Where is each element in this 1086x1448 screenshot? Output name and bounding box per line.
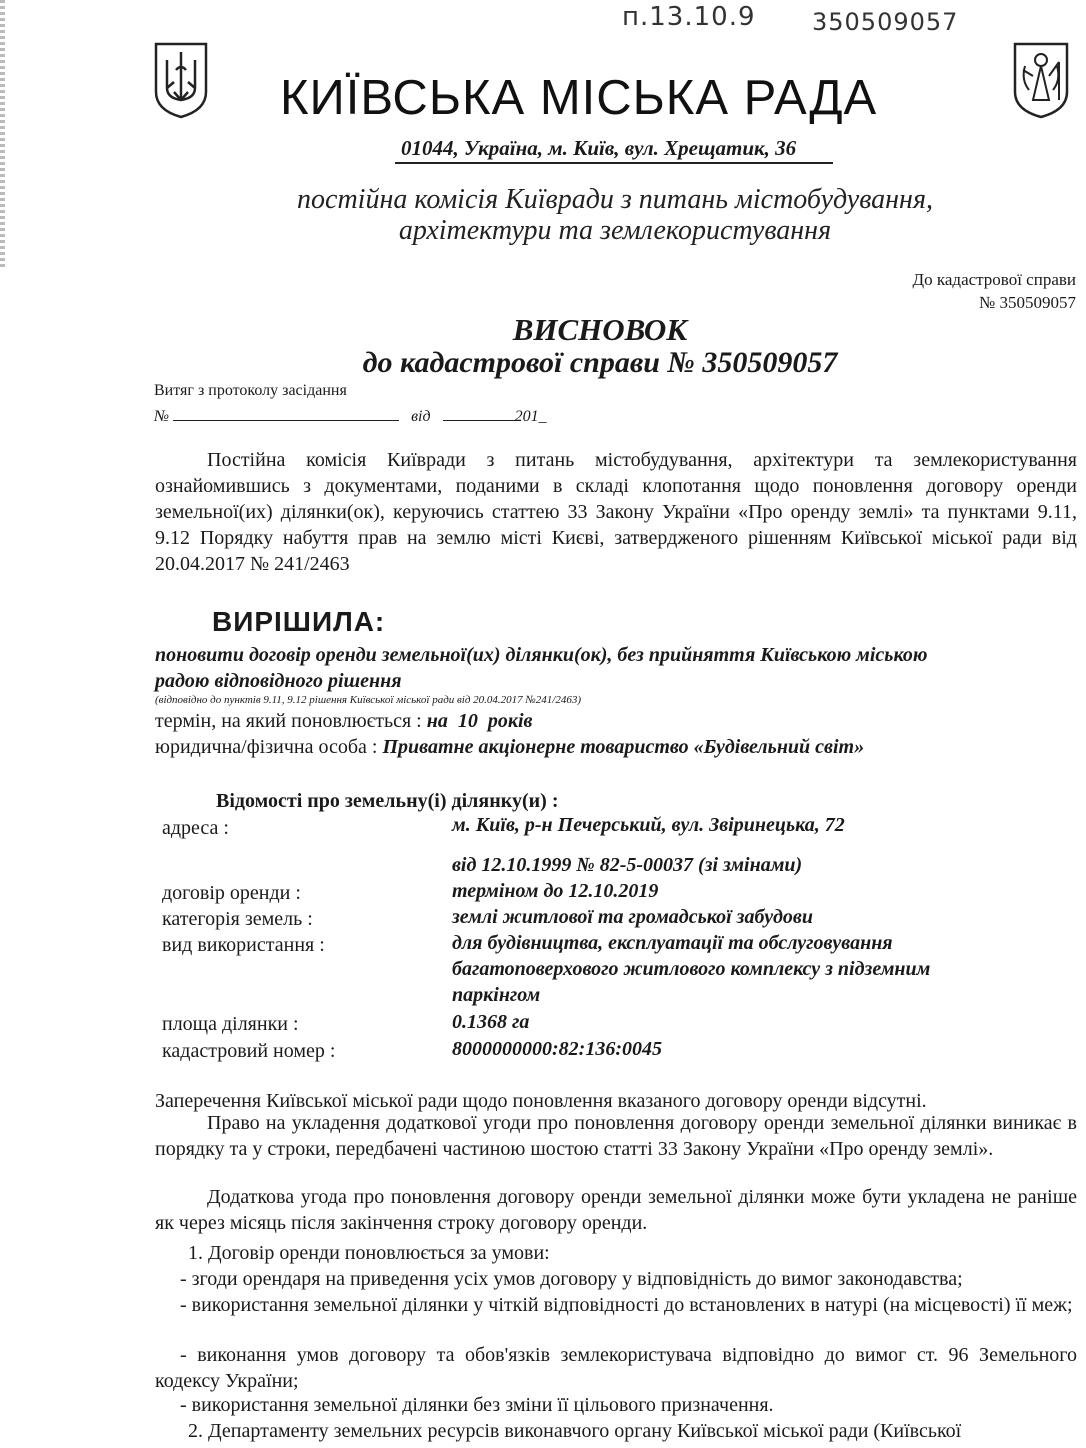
land-address-label: адреса :	[162, 817, 229, 839]
condition-bullet-3: - виконання умов договору та обов'язків землекористувача відповідно до вимог ст. 96 Земельного кодексу України;	[155, 1344, 1077, 1392]
protocol-label: Витяг з протоколу засідання	[154, 382, 347, 399]
entity-value: Приватне акціонерне товариство «Будівельний світ»	[382, 736, 865, 758]
lease-value-line-2: терміном до 12.10.2019	[452, 880, 659, 902]
entity-label: юридична/фізична особа :	[155, 736, 378, 758]
ukraine-coat-of-arms	[152, 40, 210, 120]
condition-bullet-2: - використання земельної ділянки у чіткій відповідності до встановлених в натурі (на місцевості) її меж;	[180, 1294, 1073, 1316]
cadastral-reference-line-1: До кадастрової справи	[912, 270, 1076, 289]
land-address-value: м. Київ, р-н Печерський, вул. Звіринецька, 72	[452, 814, 845, 836]
decision-heading: ВИРІШИЛА:	[212, 606, 386, 637]
commission-line-1: постійна комісія Київради з питань містобудування,	[297, 184, 933, 215]
entity-row	[155, 736, 864, 759]
protocol-number-line	[154, 402, 547, 426]
category-value: землі житлової та громадської забудови	[452, 906, 813, 928]
decision-footnote: (відповідно до пунктів 9.11, 9.12 рішення Київської міської ради від 20.04.2017 №241/2463)	[155, 694, 582, 706]
term-label: термін, на який поновлюється :	[155, 710, 422, 732]
condition-item-1: 1. Договір оренди поновлюється за умови:	[188, 1242, 550, 1264]
land-info-heading: Відомості про земельну(і) ділянку(и) :	[216, 790, 559, 812]
protocol-date-prefix: від	[411, 408, 431, 425]
category-label: категорія земель :	[162, 908, 313, 930]
cadastral-number-value: 8000000000:82:136:0045	[452, 1038, 662, 1060]
protocol-date-blank	[443, 402, 515, 421]
council-address: 01044, Україна, м. Київ, вул. Хрещатик, 36	[401, 136, 797, 160]
conclusion-subtitle: до кадастрової справи № 350509057	[362, 346, 838, 379]
condition-bullet-1: - згоди орендаря на приведення усіх умов договору у відповідність до вимог законодавства;	[180, 1268, 963, 1290]
supplementary-agreement-paragraph: Додаткова угода про поновлення договору оренди земельної ділянки може бути укладена не раніше як через місяць після закінчення строку договору оренди.	[155, 1186, 1077, 1234]
council-title: КИЇВСЬКА МІСЬКА РАДА	[280, 71, 878, 125]
term-value: на 10 років	[426, 710, 533, 732]
intro-paragraph: Постійна комісія Київради з питань містобудування, архітектури та землекористування ознайомившись з документами, поданими в складі клопотання щодо поновлення договору оренди земельної(их) ділянки(ок), керуючись статтею 33 Закону України «Про оренду землі» та пунктами 9.11, 9.12 Порядку набуття прав на землю місті Києві, затвердженого рішенням Київської міської ради від 20.04.2017 № 241/2463	[155, 449, 1077, 575]
cadastral-reference	[780, 268, 1076, 314]
conclusion-title: ВИСНОВОК	[512, 312, 688, 347]
scan-edge	[0, 0, 5, 270]
kyiv-coat-of-arms	[1011, 40, 1071, 120]
lease-value-line-1: від 12.10.1999 № 82-5-00037 (зі змінами)	[452, 854, 803, 876]
protocol-number-prefix: №	[154, 408, 170, 425]
handwritten-note-left: п.13.10.9	[622, 2, 756, 32]
decision-text-line-2: радою відповідного рішення	[155, 670, 402, 692]
protocol-year: 201_	[514, 408, 547, 425]
protocol-number-blank	[173, 402, 399, 421]
handwritten-note-right: 350509057	[812, 8, 959, 36]
rights-paragraph: Право на укладення додаткової угоди про поновлення договору оренди земельної ділянки виникає в порядку та у строки, передбачені частиною шостою статті 33 Закону України «Про оренду землі».	[155, 1112, 1077, 1160]
header-divider	[395, 162, 833, 164]
objections-paragraph: Заперечення Київської міської ради щодо поновлення вказаного договору оренди відсутні.	[155, 1090, 927, 1112]
area-label: площа ділянки :	[162, 1013, 299, 1035]
commission-line-2: архітектури та землекористування	[398, 215, 832, 246]
term-row	[155, 710, 532, 733]
decision-text-line-1: поновити договір оренди земельної(их) ділянки(ок), без прийняття Київською міською	[155, 644, 928, 666]
usage-label: вид використання :	[162, 934, 325, 956]
condition-bullet-4: - використання земельної ділянки без зміни її цільового призначення.	[180, 1394, 774, 1416]
department-item-2: 2. Департаменту земельних ресурсів виконавчого органу Київської міської ради (Київської	[188, 1420, 962, 1442]
usage-value-line-3: паркінгом	[452, 984, 541, 1006]
usage-value-line-2: багатоповерхового житлового комплексу з підземним	[452, 958, 931, 980]
lease-label: договір оренди :	[162, 882, 301, 904]
cadastral-reference-line-2: № 350509057	[979, 293, 1076, 312]
usage-value-line-1: для будівництва, експлуатації та обслуговування	[452, 932, 893, 954]
area-value: 0.1368 га	[452, 1011, 530, 1033]
cadastral-number-label: кадастровий номер :	[162, 1040, 336, 1062]
